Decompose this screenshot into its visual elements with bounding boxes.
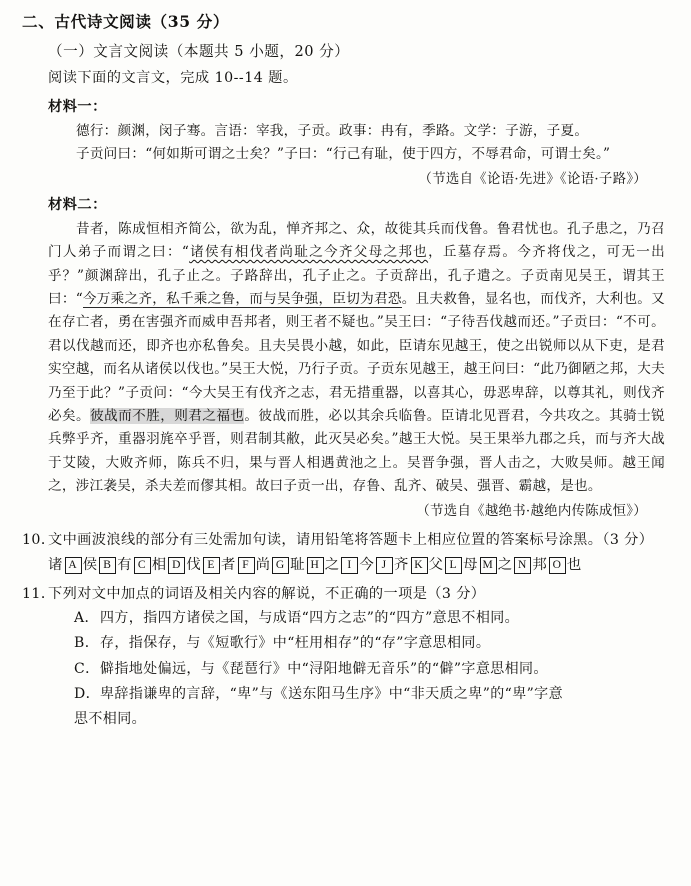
- sequence-char: 有: [117, 556, 133, 573]
- sequence-char: 之: [324, 556, 341, 573]
- option-a[interactable]: [74, 606, 665, 631]
- subsection-title: （一）文言文阅读（本题共 5 小题，20 分）: [48, 43, 350, 60]
- sequence-char: 邦: [532, 556, 548, 573]
- wavy-underline-passage: 诸侯有相伐者尚耻之今齐父母之邦也: [189, 244, 429, 261]
- question-10-answer-sequence[interactable]: [22, 552, 665, 578]
- sequence-char: 侯: [82, 556, 99, 573]
- sequence-char: 父: [428, 556, 445, 573]
- answer-box-o[interactable]: O: [549, 557, 566, 574]
- highlighted-passage: 彼战而不胜，则君之福也: [90, 408, 245, 425]
- answer-box-n[interactable]: N: [514, 557, 531, 574]
- option-b-text: 存，指保存，与《短歌行》中“枉用相存”的“存”字意思相同。: [100, 635, 491, 652]
- question-11-text: 下列对文中加点的词语及相关内容的解说，不正确的一项是（3 分）: [48, 585, 486, 602]
- sequence-char: 尚: [255, 556, 272, 573]
- option-d-key: D．: [74, 685, 101, 702]
- answer-box-k[interactable]: K: [411, 557, 428, 574]
- material-one-paragraph-2: 子贡问曰：“何如斯可谓之士矣？”子曰：“行己有耻，使于四方，不辱君命，可谓士矣。”: [76, 146, 611, 163]
- material-two-source: （节选自《越绝书·越绝内传陈成恒》）: [416, 503, 647, 519]
- option-d-text: 卑辞指谦卑的言辞，“卑”与《送东阳马生序》中“非天质之卑”的“卑”字意: [100, 685, 563, 702]
- answer-box-j[interactable]: J: [376, 557, 393, 574]
- option-b-key: B．: [74, 635, 100, 652]
- sequence-char: 相: [151, 556, 168, 573]
- sequence-char: 诸: [48, 556, 64, 573]
- option-d[interactable]: [74, 682, 665, 707]
- answer-box-l[interactable]: L: [445, 557, 462, 574]
- answer-box-c[interactable]: C: [134, 557, 151, 574]
- answer-box-m[interactable]: M: [480, 557, 497, 574]
- answer-box-h[interactable]: H: [307, 557, 324, 574]
- answer-box-g[interactable]: G: [272, 557, 289, 574]
- question-10-text: 文中画波浪线的部分有三处需加句读，请用铅笔将答题卡上相应位置的答案标号涂黑。（3 分）: [48, 531, 654, 548]
- sequence-char: 伐: [186, 556, 202, 573]
- section-title: 二、古代诗文阅读（35 分）: [22, 12, 230, 31]
- option-c-key: C．: [74, 660, 100, 677]
- answer-box-a[interactable]: A: [65, 557, 82, 574]
- option-a-text: 四方，指四方诸侯之国，与成语“四方之志”的“四方”意思不相同。: [100, 609, 520, 626]
- question-11: [22, 582, 665, 606]
- material-two-label: 材料二：: [48, 196, 107, 213]
- sequence-char: 今: [359, 556, 375, 573]
- question-10-number: 10．: [22, 531, 56, 548]
- reading-instruction: 阅读下面的文言文，完成 10--14 题。: [48, 70, 298, 86]
- sequence-char: 齐: [393, 556, 410, 573]
- sequence-char: 之: [497, 556, 514, 573]
- option-d-continuation: 思不相同。: [74, 711, 146, 728]
- question-10: [22, 528, 665, 552]
- underlined-passage-1: 今万乘之齐，私千乘之鲁，而与吴争强，臣切为君恐: [82, 291, 402, 308]
- material-one-source: （节选自《论语·先进》《论语·子路》）: [418, 171, 647, 187]
- sequence-char: 也: [566, 556, 583, 573]
- answer-box-e[interactable]: E: [203, 557, 220, 574]
- option-b[interactable]: [74, 631, 665, 656]
- material-two-paragraph-1: 昔者，陈成恒相齐简公，欲为乱，惮齐邦之、众，故徙其兵而伐鲁。鲁君忧也。孔子患之，乃召门人弟子而谓之曰：“诸侯有相伐者尚耻之今齐父母之邦也，丘墓存焉。今齐将伐之，可无一出乎？”颜渊辞出，孔子止之。子路辞出，孔子止之。子贡辞出，孔子遣之。子贡南见吴王，谓其王曰：“今万乘之齐，私千乘之鲁，而与吴争强，臣切为君恐。且夫救鲁，显名也，而伐齐，大利也。又在存亡者，勇在害强齐而威申吾邦者，则王者不疑也。”吴王曰：“子待吾伐越而还。”子贡曰：“不可。君以伐越而还，即齐也亦私鲁矣。且夫吴畏小越，如此，臣请东见越王，使之出锐师以从下吏，是君实空越，而名从诸侯以伐也。”吴王大悦，乃行子贡。子贡东见越王，越王问曰：“此乃御陋之邦，大夫乃至于此？”子贡问：“今大吴王有伐齐之志，君无措重器，以喜其心，毋恶卑辞，以尊其礼，则伐齐必矣。彼战而不胜，则君之福也。彼战而胜，必以其余兵临鲁。臣请北见晋君，今共攻之。其骑士锐兵弊乎齐，重器羽旄卒乎晋，则君制其敝，此灭吴必矣。”越王大悦。吴王果举九郡之兵，而与齐大战于艾陵，大败齐师，陈兵不归，果与晋人相遇黄池之上。吴晋争强，晋人击之，大败吴师。越王闻之，涉江袭吴，杀夫差而僇其相。故曰子贡一出，存鲁、乱齐、破吴、强晋、霸越，是也。: [48, 220, 666, 495]
- question-11-options: [22, 606, 665, 708]
- answer-box-f[interactable]: F: [238, 557, 255, 574]
- option-a-key: A．: [74, 609, 99, 626]
- material-one-paragraph-1: 德行：颜渊，闵子骞。言语：宰我，子贡。政事：冉有，季路。文学：子游，子夏。: [76, 123, 589, 139]
- option-c[interactable]: [74, 657, 665, 682]
- sequence-char: 母: [463, 556, 479, 573]
- answer-box-b[interactable]: B: [99, 557, 116, 574]
- sequence-char: 耻: [290, 556, 306, 573]
- question-11-number: 11．: [22, 585, 56, 602]
- option-c-text: 僻指地处偏远，与《琵琶行》中“浔阳地僻无音乐”的“僻”字意思相同。: [100, 660, 548, 677]
- material-one-label: 材料一：: [48, 99, 107, 115]
- sequence-char: 者: [220, 556, 237, 573]
- answer-box-d[interactable]: D: [168, 557, 185, 574]
- answer-box-i[interactable]: I: [341, 557, 358, 574]
